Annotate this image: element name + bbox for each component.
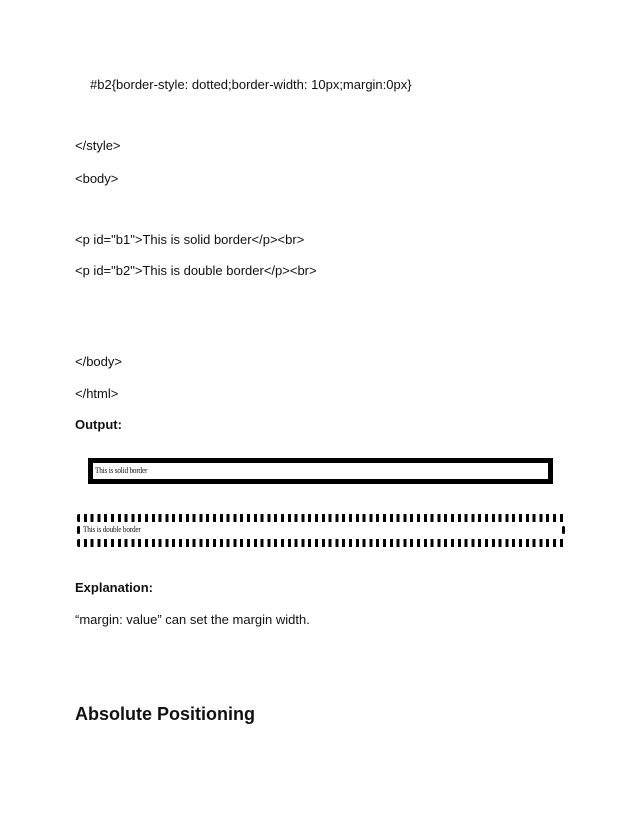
- dotted-border-right: [562, 526, 565, 534]
- dotted-border-demo: [77, 514, 565, 548]
- explanation-label: Explanation:: [75, 580, 154, 595]
- code-line-style-close: </style>: [75, 138, 121, 153]
- solid-border-demo-text: This is solid border: [95, 466, 148, 475]
- code-line-p-b1: <p id="b1">This is solid border</p><br>: [75, 232, 305, 247]
- code-line-b2-style: #b2{border-style: dotted;border-width: 10px;margin:0px}: [90, 77, 412, 92]
- dotted-border-top: [77, 514, 565, 522]
- dotted-border-bottom: [77, 539, 565, 547]
- code-line-body-close: </body>: [75, 354, 122, 369]
- code-line-body-open: <body>: [75, 171, 119, 186]
- dotted-border-demo-text: This is double border: [83, 525, 141, 534]
- output-label: Output:: [75, 417, 122, 432]
- code-line-p-b2: <p id="b2">This is double border</p><br>: [75, 263, 317, 278]
- code-line-html-close: </html>: [75, 386, 119, 401]
- explanation-text: “margin: value” can set the margin width.: [75, 612, 310, 627]
- dotted-border-left: [77, 526, 80, 534]
- solid-border-demo: [88, 458, 553, 484]
- section-heading: Absolute Positioning: [75, 704, 255, 724]
